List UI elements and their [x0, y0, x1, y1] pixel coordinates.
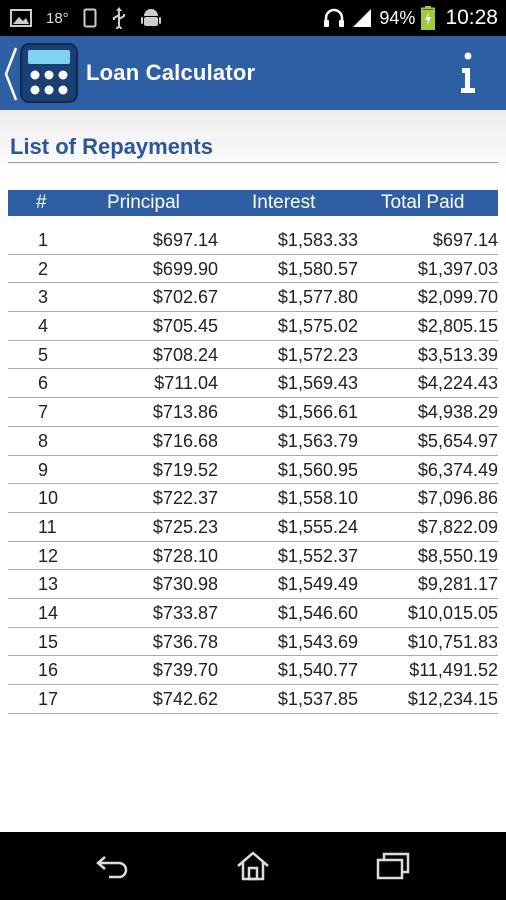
recent-apps-icon[interactable] — [373, 846, 413, 886]
total-paid-value: $2,099.70 — [417, 287, 498, 308]
table-row — [8, 369, 498, 398]
divider — [8, 162, 498, 163]
table-row — [8, 341, 498, 370]
table-row — [8, 427, 498, 456]
clock: 10:28 — [445, 6, 498, 29]
table-row — [8, 685, 498, 714]
table-body[interactable] — [8, 226, 498, 714]
android-icon — [141, 7, 161, 29]
principal-value: $708.24 — [152, 344, 218, 365]
table-row — [8, 570, 498, 599]
row-number: 3 — [38, 287, 49, 308]
sim-icon — [83, 8, 97, 28]
total-paid-value: $10,015.05 — [407, 602, 498, 623]
interest-value: $1,569.43 — [277, 373, 358, 394]
principal-value: $739.70 — [152, 660, 218, 681]
table-row — [8, 599, 498, 628]
total-paid-value: $1,397.03 — [417, 258, 498, 279]
interest-value: $1,577.80 — [277, 287, 358, 308]
row-number: 4 — [38, 316, 49, 337]
table-row — [8, 398, 498, 427]
row-number: 14 — [38, 602, 59, 623]
row-number: 7 — [38, 402, 49, 423]
interest-value: $1,546.60 — [277, 602, 358, 623]
column-header-principal: Principal — [107, 192, 180, 213]
row-number: 6 — [38, 373, 49, 394]
signal-icon — [351, 8, 373, 28]
interest-value: $1,549.49 — [277, 574, 358, 595]
principal-value: $697.14 — [152, 230, 218, 250]
content-area — [0, 110, 506, 832]
interest-value: $1,552.37 — [277, 545, 358, 566]
total-paid-value: $11,491.52 — [409, 660, 498, 681]
table-row — [8, 226, 498, 255]
battery-charging-icon — [421, 6, 435, 30]
repayments-table — [8, 190, 498, 714]
total-paid-value: $7,096.86 — [417, 488, 498, 509]
row-number: 5 — [38, 344, 49, 365]
interest-value: $1,555.24 — [277, 516, 358, 537]
interest-value: $1,540.77 — [277, 660, 358, 681]
row-number: 10 — [38, 488, 59, 509]
table-row — [8, 656, 498, 685]
principal-value: $733.87 — [152, 602, 218, 623]
row-number: 8 — [38, 430, 49, 451]
total-paid-value: $10,751.83 — [407, 631, 498, 652]
principal-value: $716.68 — [152, 430, 218, 451]
interest-value: $1,543.69 — [277, 631, 358, 652]
table-row — [8, 542, 498, 571]
row-number: 12 — [38, 545, 59, 566]
info-icon[interactable] — [456, 50, 480, 96]
interest-value: $1,537.85 — [277, 689, 358, 709]
interest-value: $1,558.10 — [277, 488, 358, 509]
principal-value: $730.98 — [152, 574, 218, 595]
column-header-interest: Interest — [252, 192, 316, 213]
page-title: List of Repayments — [10, 134, 213, 159]
total-paid-value: $4,224.43 — [417, 373, 498, 394]
principal-value: $719.52 — [152, 459, 218, 480]
total-paid-value: $8,550.19 — [417, 545, 498, 566]
interest-value: $1,583.33 — [277, 230, 358, 250]
row-number: 9 — [38, 459, 49, 480]
action-bar — [0, 36, 506, 110]
interest-value: $1,575.02 — [277, 316, 358, 337]
headset-icon — [323, 8, 345, 28]
total-paid-value: $5,654.97 — [417, 430, 498, 451]
interest-value: $1,566.61 — [277, 402, 358, 423]
row-number: 11 — [38, 516, 57, 537]
total-paid-value: $4,938.29 — [417, 402, 498, 423]
interest-value: $1,580.57 — [277, 258, 358, 279]
row-number: 2 — [38, 258, 49, 279]
row-number: 15 — [38, 631, 59, 652]
total-paid-value: $2,805.15 — [417, 316, 498, 337]
principal-value: $702.67 — [152, 287, 218, 308]
total-paid-value: $7,822.09 — [417, 516, 498, 537]
principal-value: $728.10 — [152, 545, 218, 566]
total-paid-value: $9,281.17 — [417, 574, 498, 595]
row-number: 16 — [38, 660, 59, 681]
table-row — [8, 312, 498, 341]
interest-value: $1,560.95 — [277, 459, 358, 480]
back-icon[interactable] — [93, 846, 133, 886]
total-paid-value: $6,374.49 — [417, 459, 498, 480]
table-row — [8, 513, 498, 542]
temperature-text: 18° — [46, 9, 69, 27]
status-bar — [0, 0, 506, 36]
row-number: 17 — [38, 689, 59, 709]
total-paid-value: $3,513.39 — [417, 344, 498, 365]
principal-value: $705.45 — [152, 316, 218, 337]
app-title: Loan Calculator — [86, 60, 256, 85]
table-row — [8, 484, 498, 513]
home-icon[interactable] — [233, 846, 273, 886]
table-header — [8, 190, 498, 216]
principal-value: $725.23 — [152, 516, 218, 537]
principal-value: $722.37 — [152, 488, 218, 509]
calculator-app-icon[interactable] — [20, 43, 78, 103]
column-header-number: # — [36, 192, 47, 213]
table-row — [8, 255, 498, 284]
table-row — [8, 283, 498, 312]
principal-value: $736.78 — [152, 631, 218, 652]
gallery-icon — [10, 9, 32, 27]
usb-icon — [111, 7, 127, 29]
table-row — [8, 456, 498, 485]
total-paid-value: $697.14 — [432, 230, 498, 250]
interest-value: $1,563.79 — [277, 430, 358, 451]
principal-value: $713.86 — [152, 402, 218, 423]
principal-value: $742.62 — [152, 689, 218, 709]
total-paid-value: $12,234.15 — [407, 689, 498, 709]
up-navigation-chevron-icon[interactable] — [3, 46, 19, 102]
principal-value: $699.90 — [152, 258, 218, 279]
principal-value: $711.04 — [154, 373, 218, 394]
battery-percent: 94% — [379, 7, 416, 28]
column-header-total-paid: Total Paid — [381, 192, 465, 213]
table-row — [8, 628, 498, 657]
row-number: 1 — [38, 230, 49, 250]
navigation-bar — [0, 832, 506, 900]
interest-value: $1,572.23 — [277, 344, 358, 365]
row-number: 13 — [38, 574, 59, 595]
